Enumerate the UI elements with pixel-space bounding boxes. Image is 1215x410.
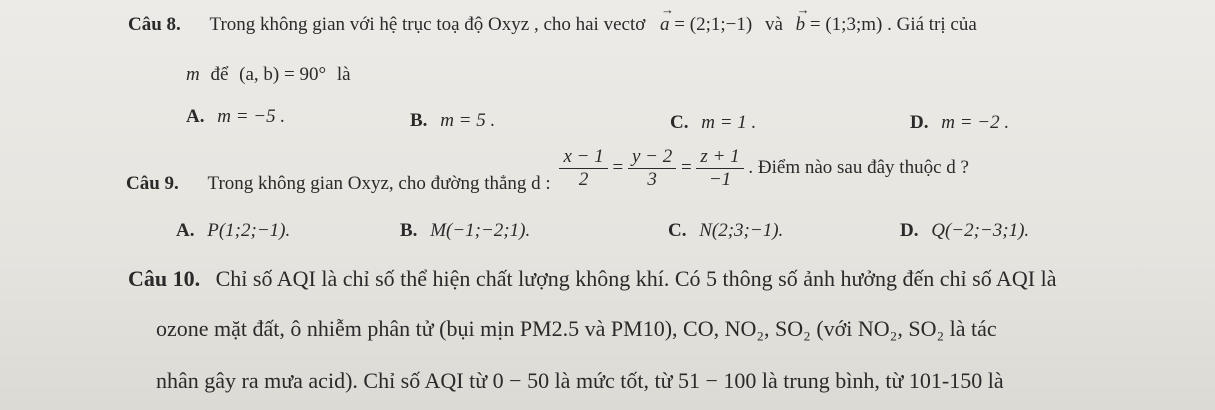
option-label: A. — [186, 106, 205, 127]
option-label: A. — [176, 220, 195, 241]
option-value: M(−1;−2;1). — [430, 220, 531, 241]
vector-a: → a — [660, 14, 670, 36]
option-label: C. — [668, 220, 687, 241]
question-8-label: Câu 8. — [128, 14, 181, 35]
question-9-tail: . Điểm nào sau đây thuộc d ? — [748, 156, 969, 178]
fraction-y-numerator: y − 2 — [628, 146, 676, 169]
option-8a[interactable] — [186, 106, 285, 128]
option-value: m = 1 . — [701, 112, 757, 133]
fraction-x — [559, 146, 607, 191]
option-8c[interactable] — [670, 112, 756, 134]
question-8 — [128, 14, 977, 36]
vector-b-value: = (1;3;m) — [809, 14, 883, 35]
fraction-x-numerator: x − 1 — [559, 146, 607, 169]
option-label: C. — [670, 112, 689, 133]
la-word: là — [336, 64, 351, 85]
and-word: và — [764, 14, 783, 35]
question-10-line-2: ozone mặt đất, ô nhiễm phân tử (bụi mịn PM2.5 và PM10), CO, NO₂, SO₂ (với NO₂, SO₂ là tác — [156, 316, 997, 341]
question-10 — [128, 266, 1057, 292]
m-variable: m — [186, 64, 200, 85]
question-8-text: Trong không gian với hệ trục toạ độ Oxyz , cho hai vectơ — [209, 14, 646, 35]
option-8d[interactable] — [910, 112, 1009, 134]
option-value: Q(−2;−3;1). — [931, 220, 1030, 241]
question-10-line-1: Chỉ số AQI là chỉ số thể hiện chất lượng không khí. Có 5 thông số ảnh hưởng đến chỉ số AQI là — [215, 266, 1057, 291]
option-9b[interactable] — [400, 220, 530, 242]
question-8-line-2 — [186, 64, 351, 86]
question-9 — [126, 146, 969, 194]
equals-sign: = — [680, 156, 692, 178]
question-8-tail: . Giá trị của — [887, 14, 977, 35]
option-value: P(1;2;−1). — [207, 220, 291, 241]
de-word: để — [210, 64, 229, 85]
fraction-y-denominator: 3 — [647, 169, 657, 190]
option-9c[interactable] — [668, 220, 783, 242]
option-label: D. — [910, 112, 929, 133]
vector-b: → b — [796, 14, 806, 36]
option-9d[interactable] — [900, 220, 1029, 242]
option-value: m = −5 . — [217, 106, 286, 127]
fraction-x-denominator: 2 — [578, 169, 589, 190]
angle-condition: (a, b) = 90° — [239, 64, 327, 85]
option-value: N(2;3;−1). — [699, 220, 784, 241]
option-label: B. — [400, 220, 418, 241]
option-value: m = 5 . — [440, 110, 496, 131]
vector-a-value: = (2;1;−1) — [674, 14, 753, 35]
option-value: m = −2 . — [941, 112, 1010, 133]
option-8b[interactable] — [410, 110, 495, 132]
question-9-text: Trong không gian Oxyz, cho đường thẳng d : — [207, 172, 551, 194]
fraction-z — [696, 146, 743, 191]
option-9a[interactable] — [176, 220, 290, 242]
question-9-label: Câu 9. — [126, 172, 179, 194]
question-10-line-3: nhân gây ra mưa acid). Chỉ số AQI từ 0 − 50 là mức tốt, từ 51 − 100 là trung bình, từ 101-150 là — [156, 368, 1004, 393]
question-10-label: Câu 10. — [128, 266, 201, 291]
fraction-z-numerator: z + 1 — [696, 146, 743, 169]
option-label: B. — [410, 110, 428, 131]
equals-sign: = — [612, 156, 624, 178]
fraction-z-denominator: −1 — [708, 169, 732, 190]
option-label: D. — [900, 220, 919, 241]
fraction-y — [628, 146, 676, 191]
